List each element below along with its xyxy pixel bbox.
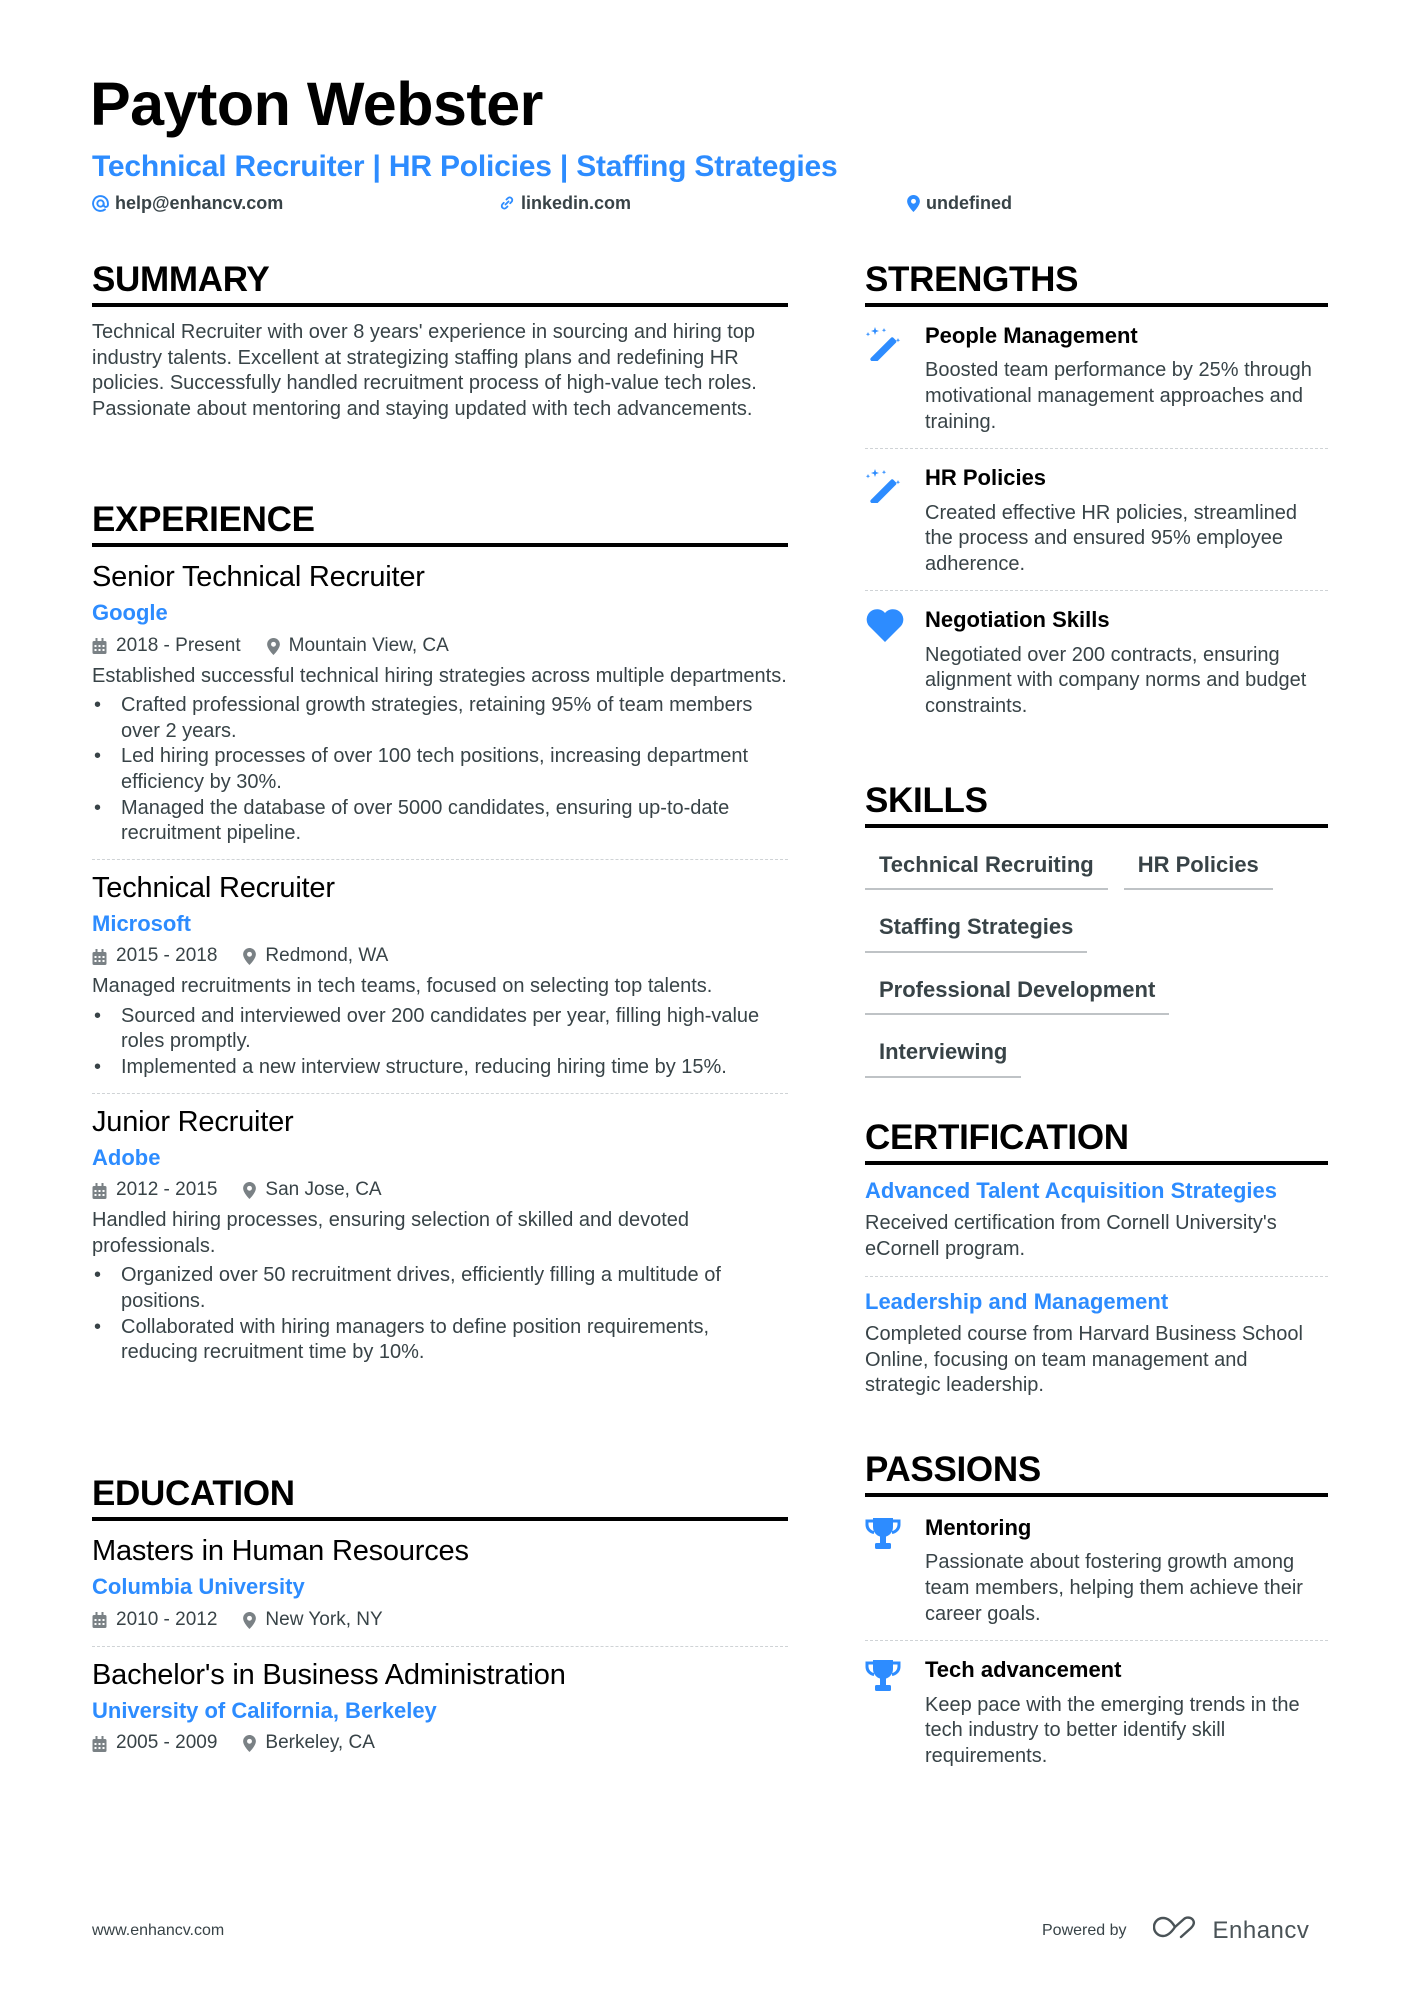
education-location: Berkeley, CA (265, 1732, 375, 1754)
job-description: Established successful technical hiring strategies across multiple departments. (92, 664, 787, 687)
job-bullets (92, 1263, 788, 1365)
passions-title: PASSIONS (865, 1452, 1328, 1497)
job-meta (92, 635, 788, 658)
footer-website-link[interactable]: www.enhancv.com (92, 1922, 225, 1939)
education-entry (92, 1659, 788, 1756)
passion-title: Tech advancement (925, 1657, 1122, 1683)
experience-entry (92, 872, 788, 1081)
education-meta (92, 1732, 788, 1755)
experience-section (92, 502, 788, 1366)
skills-list (865, 844, 1328, 1094)
entry-separator (865, 590, 1328, 591)
passions-section (865, 1452, 1328, 1769)
link-icon (499, 195, 515, 211)
experience-entry (92, 1106, 788, 1366)
candidate-name: Payton Webster (90, 70, 543, 138)
entry-separator (865, 1276, 1328, 1277)
summary-text: Technical Recruiter with over 8 years' experience in sourcing and hiring top industry talents. Excellent at strategizing staffing plans and redefining HR policies. Successfully handled recruitment process of high-value tech roles. Passionate about mentoring and staying updated with tech advancements. (92, 321, 757, 420)
job-bullet: • Organized over 50 recruitment drives, efficiently filling a multitude of positions. (92, 1263, 788, 1314)
contact-email[interactable] (92, 194, 283, 212)
entry-separator (865, 448, 1328, 449)
strength-item (865, 607, 1328, 719)
calendar-icon (92, 1736, 107, 1752)
location-pin-icon (243, 948, 256, 965)
job-dates: 2015 - 2018 (116, 945, 218, 967)
education-meta (92, 1609, 788, 1632)
education-section (92, 1476, 788, 1755)
contact-linkedin[interactable] (499, 194, 631, 212)
certification-section (865, 1120, 1328, 1399)
infinity-heart-logo-icon (1153, 1914, 1201, 1947)
passion-item (865, 1515, 1328, 1627)
contact-location-text: undefined (926, 193, 1012, 213)
entry-separator (865, 1640, 1328, 1641)
location-pin-icon (267, 638, 280, 655)
job-title: Technical Recruiter (92, 871, 335, 904)
powered-by-label: Powered by (1042, 1921, 1127, 1939)
magic-wand-icon (865, 323, 925, 435)
calendar-icon (92, 638, 107, 654)
job-bullet: • Collaborated with hiring managers to define position requirements, reducing recruitment time by 10%. (92, 1315, 788, 1366)
education-entry (92, 1535, 788, 1632)
education-title: EDUCATION (92, 1476, 788, 1521)
job-bullet: • Sourced and interviewed over 200 candidates per year, filling high-value roles promptly. (92, 1004, 788, 1055)
skill-tag: Technical Recruiting (865, 844, 1108, 890)
entry-separator (92, 859, 788, 860)
strength-title: Negotiation Skills (925, 607, 1110, 633)
contact-linkedin-text: linkedin.com (521, 193, 632, 213)
job-bullet: • Implemented a new interview structure, reducing hiring time by 15%. (92, 1055, 788, 1081)
passion-item (865, 1657, 1328, 1769)
experience-title: EXPERIENCE (92, 502, 788, 547)
contact-location (907, 194, 1012, 212)
skill-tag: Staffing Strategies (865, 906, 1087, 952)
job-title: Junior Recruiter (92, 1105, 294, 1138)
skill-tag: HR Policies (1124, 844, 1273, 890)
education-location: New York, NY (265, 1608, 383, 1630)
school-name: University of California, Berkeley (92, 1697, 437, 1723)
summary-title: SUMMARY (92, 262, 788, 307)
heart-icon (865, 607, 925, 719)
location-pin-icon (907, 195, 920, 212)
entry-separator (92, 1093, 788, 1094)
calendar-icon (92, 949, 107, 965)
strength-title: HR Policies (925, 465, 1047, 491)
certification-item (865, 1178, 1328, 1263)
company-name: Adobe (92, 1144, 161, 1170)
job-bullets (92, 693, 788, 847)
job-location: San Jose, CA (265, 1179, 382, 1201)
job-dates: 2012 - 2015 (116, 1179, 218, 1201)
certification-title: CERTIFICATION (865, 1120, 1328, 1165)
job-meta (92, 945, 788, 968)
company-name: Google (92, 600, 168, 626)
certification-description: Received certification from Cornell University's eCornell program. (865, 1212, 1277, 1260)
brand-name: Enhancv (1212, 1916, 1310, 1944)
magic-wand-icon (865, 465, 925, 577)
job-location: Mountain View, CA (288, 634, 449, 656)
job-bullet: • Managed the database of over 5000 candidates, ensuring up-to-date recruitment pipeline. (92, 796, 788, 847)
strength-item (865, 465, 1328, 577)
passion-title: Mentoring (925, 1515, 1032, 1540)
candidate-headline: Technical Recruiter | HR Policies | Staffing Strategies (92, 150, 838, 183)
experience-entry (92, 561, 788, 847)
job-dates: 2018 - Present (116, 634, 241, 656)
skill-tag: Professional Development (865, 969, 1169, 1015)
location-pin-icon (243, 1735, 256, 1752)
location-pin-icon (243, 1182, 256, 1199)
skills-section (865, 783, 1328, 1094)
trophy-icon (865, 1515, 925, 1627)
degree: Masters in Human Resources (92, 1535, 469, 1567)
skill-tag: Interviewing (865, 1031, 1021, 1077)
certification-name: Advanced Talent Acquisition Strategies (865, 1178, 1277, 1203)
certification-item (865, 1289, 1328, 1399)
location-pin-icon (243, 1612, 256, 1629)
education-dates: 2005 - 2009 (116, 1732, 218, 1754)
entry-separator (92, 1646, 788, 1647)
job-description: Managed recruitments in tech teams, focused on selecting top talents. (92, 975, 713, 998)
certification-description: Completed course from Harvard Business School Online, focusing on team management and strategic leadership. (865, 1322, 1303, 1397)
summary-section (92, 262, 788, 422)
job-location: Redmond, WA (265, 945, 389, 967)
trophy-icon (865, 1657, 925, 1769)
certification-name: Leadership and Management (865, 1288, 1169, 1314)
job-description: Handled hiring processes, ensuring selection of skilled and devoted professionals. (92, 1209, 690, 1257)
footer-powered-by[interactable] (1042, 1914, 1309, 1947)
strength-title: People Management (925, 323, 1138, 348)
calendar-icon (92, 1183, 107, 1199)
education-dates: 2010 - 2012 (116, 1608, 218, 1630)
calendar-icon (92, 1612, 107, 1628)
school-name: Columbia University (92, 1574, 305, 1600)
job-bullet: • Crafted professional growth strategies, retaining 95% of team members over 2 years. (92, 693, 788, 744)
strength-description: Boosted team performance by 25% through motivational management approaches and training. (925, 359, 1312, 433)
strengths-section (865, 262, 1328, 720)
passion-description: Passionate about fostering growth among team members, helping them achieve their career goals. (925, 1551, 1303, 1625)
contact-email-text: help@enhancv.com (115, 193, 284, 213)
enhancv-logo (1153, 1914, 1310, 1947)
strength-description: Negotiated over 200 contracts, ensuring alignment with company norms and budget constraints. (925, 643, 1307, 717)
degree: Bachelor's in Business Administration (92, 1658, 566, 1691)
at-icon (92, 195, 109, 212)
strengths-title: STRENGTHS (865, 262, 1328, 307)
job-bullet: • Led hiring processes of over 100 tech positions, increasing department efficiency by 30%. (92, 744, 788, 795)
job-title: Senior Technical Recruiter (92, 561, 425, 593)
passion-description: Keep pace with the emerging trends in the tech industry to better identify skill requirements. (925, 1693, 1300, 1767)
job-meta (92, 1179, 788, 1202)
strength-item (865, 323, 1328, 435)
job-bullets (92, 1004, 788, 1081)
company-name: Microsoft (92, 911, 191, 937)
skills-title: SKILLS (865, 783, 1328, 828)
strength-description: Created effective HR policies, streamlined the process and ensured 95% employee adherence. (925, 501, 1298, 575)
